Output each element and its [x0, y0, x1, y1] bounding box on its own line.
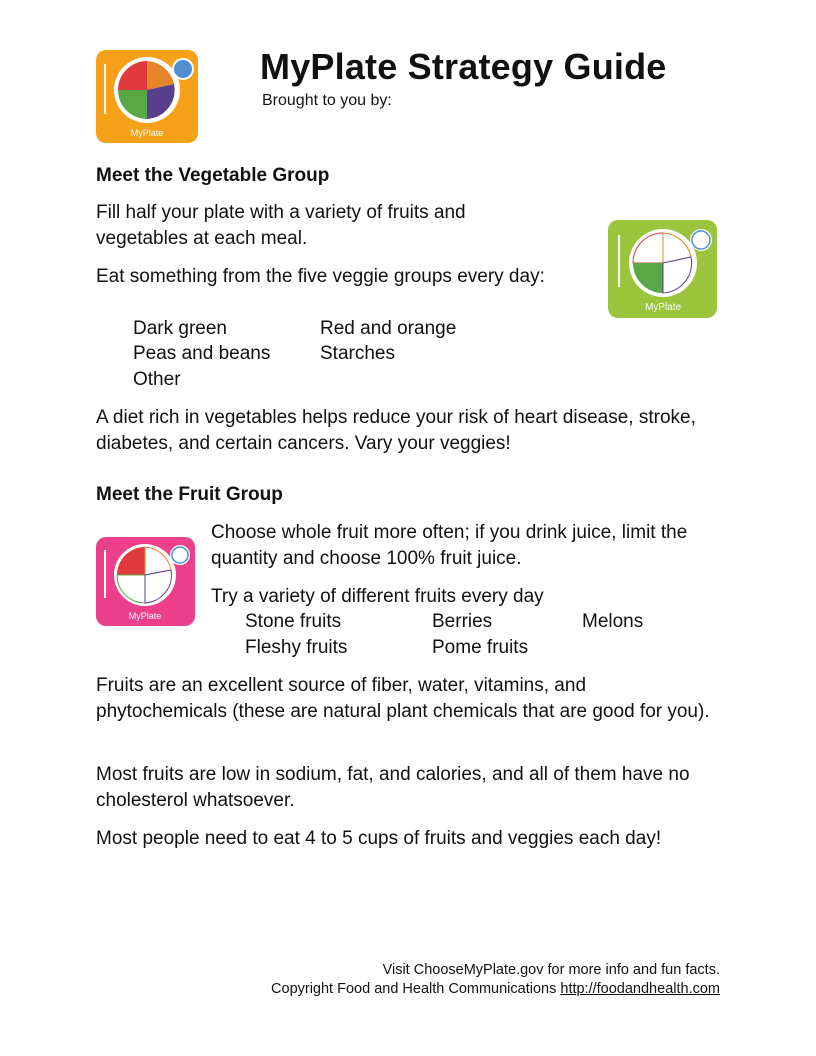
veggie-group-item: Starches: [320, 343, 395, 364]
plate-icon: [96, 537, 195, 626]
svg-text:MyPlate: MyPlate: [130, 128, 164, 138]
myplate-logo-orange: [96, 50, 198, 143]
fruit-type-item: Pome fruits: [432, 637, 529, 658]
veggie-group-item: Peas and beans: [133, 343, 271, 364]
myplate-logo-green: [608, 220, 717, 318]
fruit-para-2: Try a variety of different fruits every day: [211, 586, 544, 607]
vegetable-para-2: Eat something from the five veggie groups every day:: [96, 266, 545, 287]
myplate-logo-pink: [96, 537, 195, 626]
vegetable-para-1: Fill half your plate with a variety of fruits and vegetables at each meal.: [96, 202, 466, 249]
fruit-type-item: Fleshy fruits: [245, 637, 348, 658]
veggie-group-item: Red and orange: [320, 318, 457, 339]
fruit-type-item: Melons: [582, 611, 644, 632]
page-subtitle: Brought to you by:: [262, 92, 392, 109]
copyright-text: Copyright Food and Health Communications: [271, 981, 561, 997]
plate-icon: [96, 50, 198, 143]
veggie-group-item: Dark green: [133, 318, 227, 339]
vegetable-heading: Meet the Vegetable Group: [96, 165, 330, 186]
page-title: MyPlate Strategy Guide: [260, 46, 667, 87]
fruit-heading: Meet the Fruit Group: [96, 484, 283, 505]
plate-icon: [608, 220, 717, 318]
footer-line-2: [271, 981, 720, 997]
fruit-type-item: Berries: [432, 611, 493, 632]
website-link[interactable]: http://foodandhealth.com: [560, 981, 720, 997]
veggie-group-item: Other: [133, 369, 181, 390]
fruit-type-item: Stone fruits: [245, 611, 342, 632]
fruit-para-3: Fruits are an excellent source of fiber, water, vitamins, and phytochemicals (these are natural plant chemicals that are good for you).: [96, 675, 710, 722]
svg-text:MyPlate: MyPlate: [128, 611, 162, 621]
fruit-para-4: Most fruits are low in sodium, fat, and calories, and all of them have no cholesterol whatsoever.: [96, 764, 690, 811]
fruit-para-1: Choose whole fruit more often; if you drink juice, limit the quantity and choose 100% fruit juice.: [211, 522, 688, 569]
fruit-para-5: Most people need to eat 4 to 5 cups of fruits and veggies each day!: [96, 828, 662, 849]
footer-line-1: Visit ChooseMyPlate.gov for more info and fun facts.: [382, 962, 720, 978]
vegetable-para-3: A diet rich in vegetables helps reduce your risk of heart disease, stroke, diabetes, and certain cancers. Vary your veggies!: [96, 407, 696, 454]
svg-text:MyPlate: MyPlate: [644, 302, 682, 313]
